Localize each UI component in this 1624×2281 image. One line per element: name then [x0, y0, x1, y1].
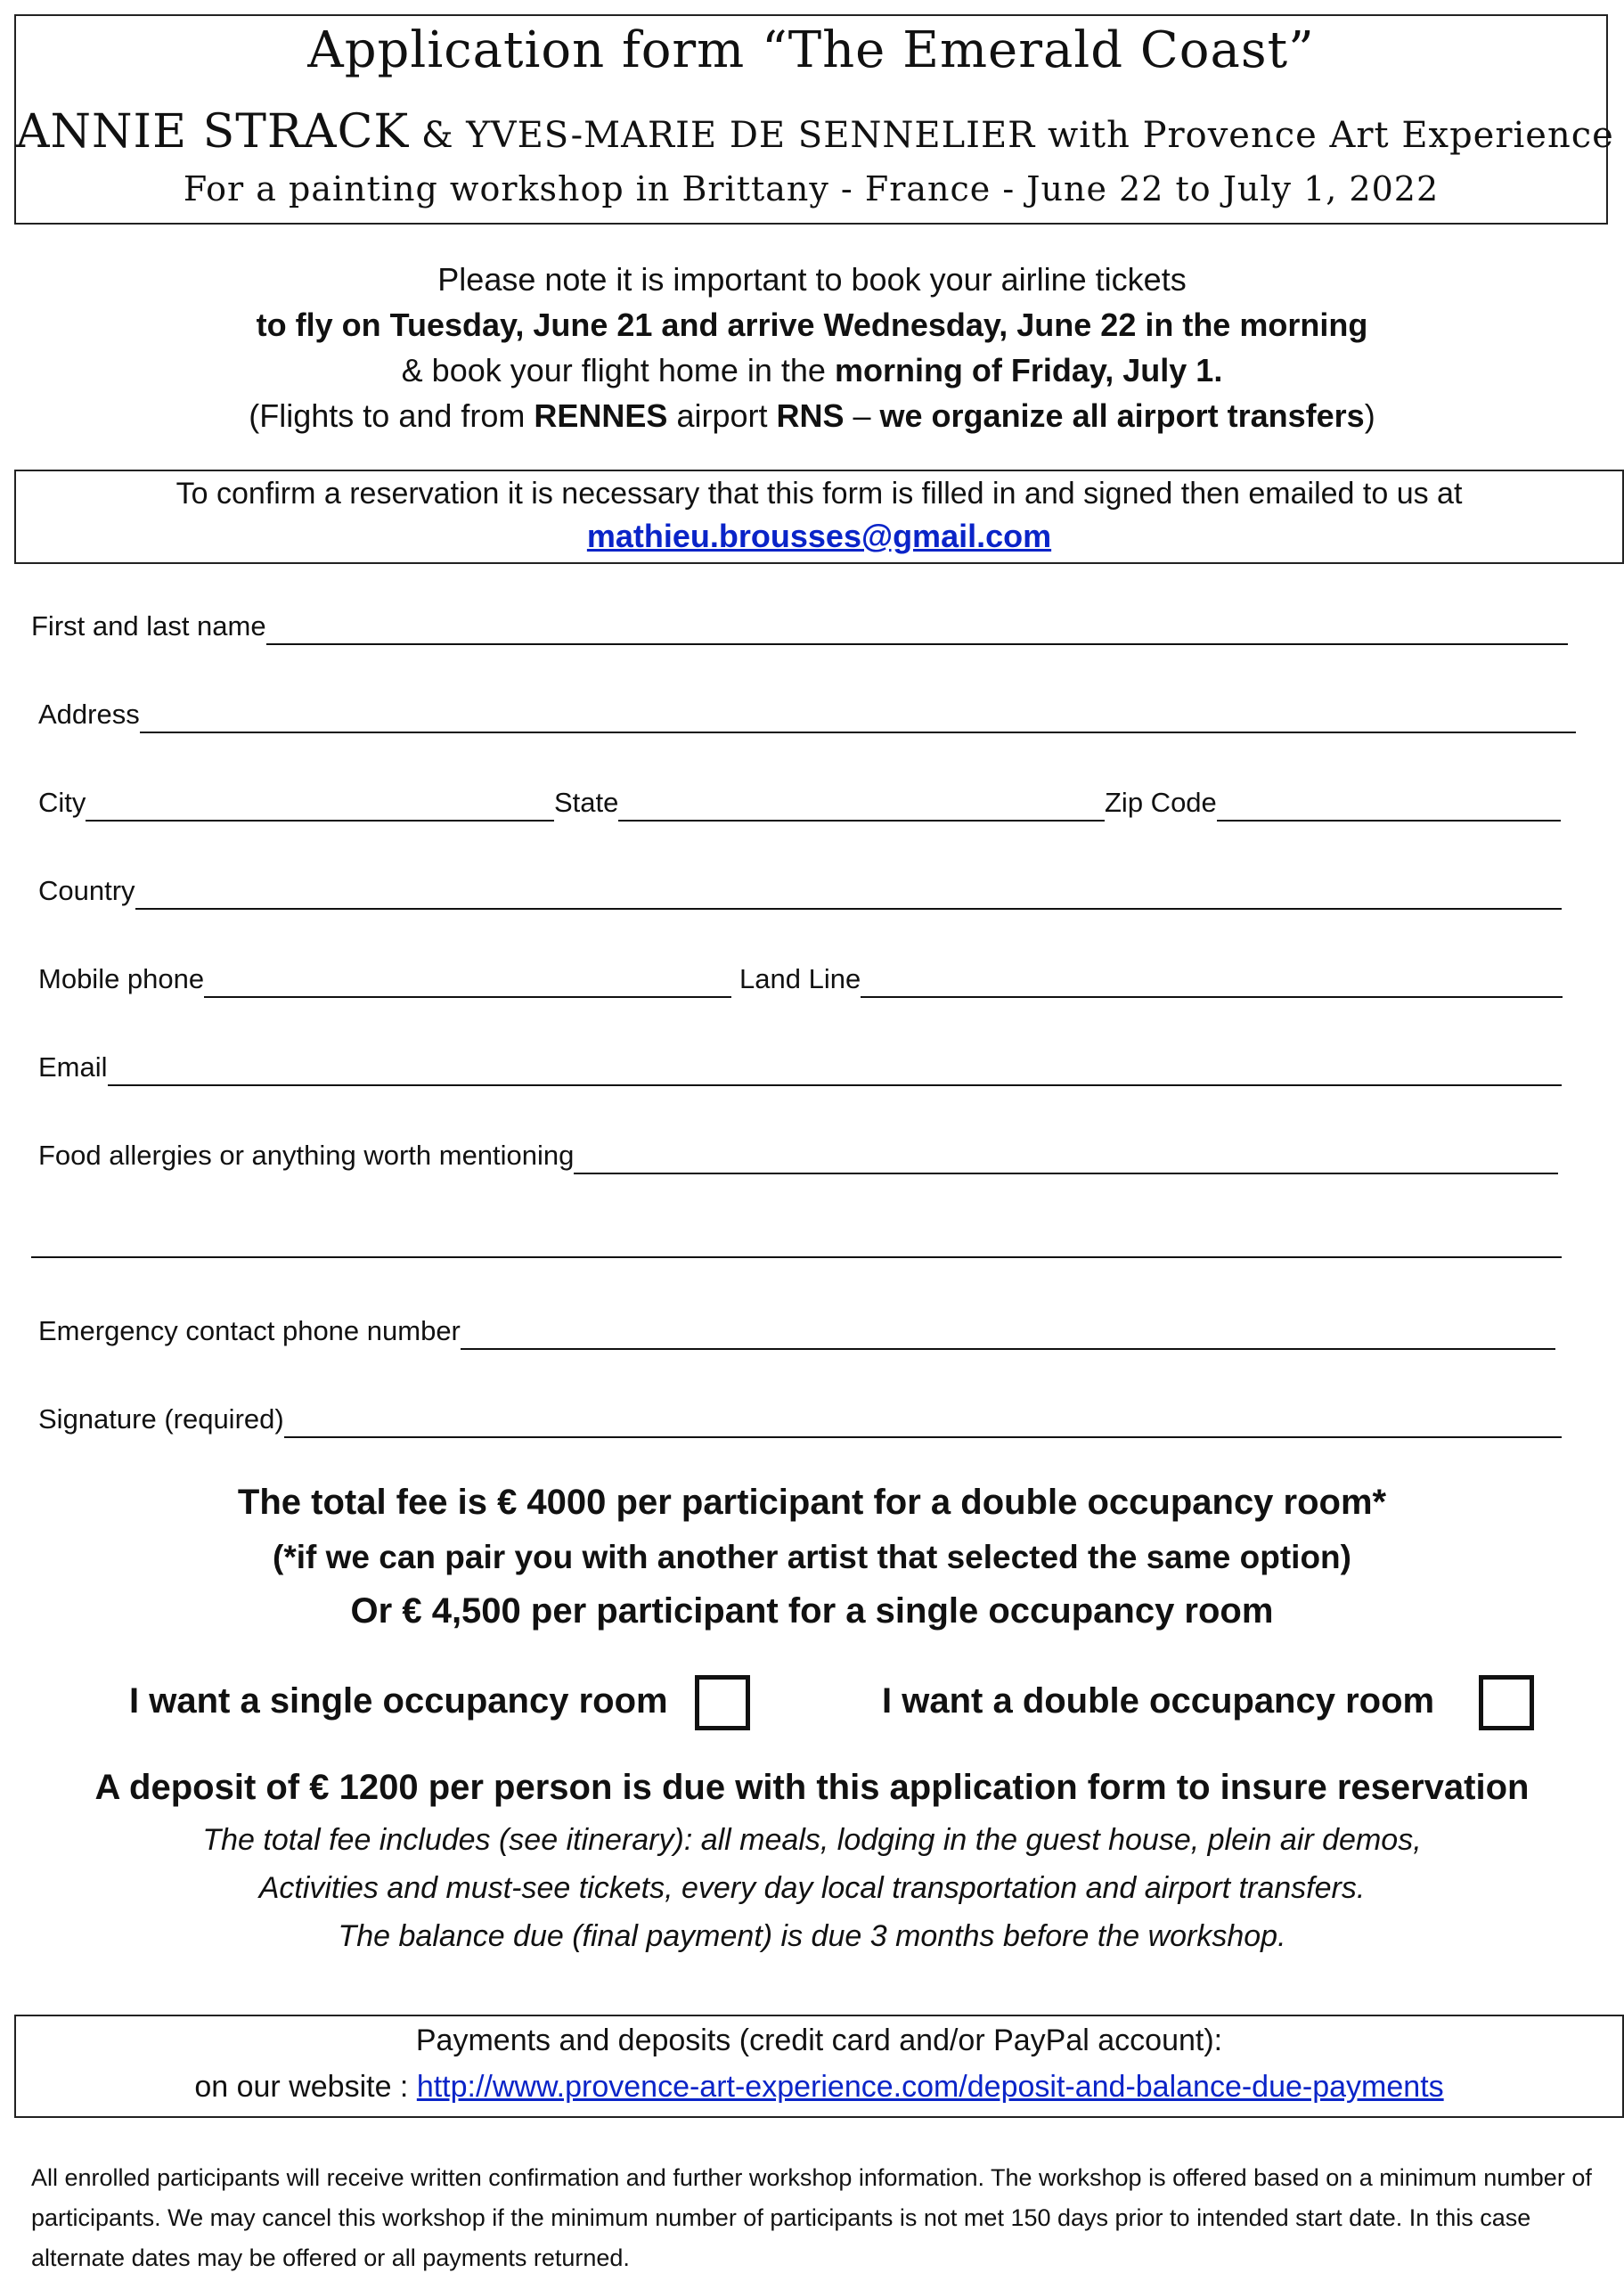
allergies-extra-line[interactable]: [31, 1256, 1562, 1258]
flight-note-line4-dash: –: [844, 397, 880, 434]
airport-code: RNS: [776, 397, 845, 434]
city-line[interactable]: [86, 788, 554, 822]
payments-title: Payments and deposits (credit card and/or PayPal account):: [415, 2023, 1223, 2057]
header-box: [14, 14, 1614, 225]
workshop-subtitle: For a painting workshop in Brittany - France - June 22 to July 1, 2022: [183, 169, 1440, 208]
city-field[interactable]: [38, 782, 554, 822]
email-field[interactable]: [38, 1047, 1562, 1086]
deposit-note: A deposit of € 1200 per person is due with this application form to insure reservation: [94, 1768, 1530, 1807]
double-room-label: I want a double occupancy room: [882, 1681, 1435, 1721]
signature-field[interactable]: [38, 1399, 1562, 1438]
artists-line: [16, 105, 1614, 159]
total-fee: The total fee is € 4000 per participant for a double occupancy room*: [237, 1483, 1387, 1522]
zip-line[interactable]: [1217, 788, 1561, 822]
flight-note-line3-text: & book your flight home in the: [401, 352, 835, 388]
flight-note-line4-mid: airport: [667, 397, 777, 434]
mobile-line[interactable]: [204, 964, 731, 998]
flight-note-line2: to fly on Tuesday, June 21 and arrive Wednesday, June 22 in the morning: [256, 307, 1368, 343]
payments-link[interactable]: http://www.provence-art-experience.com/deposit-and-balance-due-payments: [416, 2070, 1444, 2104]
name-field[interactable]: [31, 606, 1568, 645]
includes-line3: The balance due (final payment) is due 3 months before the workshop.: [338, 1919, 1286, 1953]
emergency-field[interactable]: [38, 1311, 1555, 1350]
flight-note-line4-end: ): [1364, 397, 1375, 434]
artist-name: ANNIE STRACK: [16, 105, 410, 159]
name-line[interactable]: [266, 611, 1568, 645]
country-field[interactable]: [38, 871, 1562, 910]
signature-line[interactable]: [284, 1404, 1562, 1438]
zip-label: Zip Code: [1105, 787, 1217, 818]
landline-field[interactable]: [739, 959, 1563, 998]
state-field[interactable]: [554, 782, 1105, 822]
allergies-label: Food allergies or anything worth mentioning: [38, 1140, 575, 1171]
confirm-text: To confirm a reservation it is necessary that this form is filled in and signed then emailed to us at: [175, 477, 1463, 511]
address-field[interactable]: [38, 694, 1576, 733]
landline-line[interactable]: [861, 964, 1563, 998]
single-room-checkbox[interactable]: [695, 1675, 750, 1730]
email-line[interactable]: [108, 1052, 1562, 1086]
payments-prefix: on our website :: [194, 2070, 417, 2104]
includes-line1: The total fee includes (see itinerary): all meals, lodging in the guest house, plein air demos,: [202, 1823, 1422, 1857]
airport-transfers-note: we organize all airport transfers: [879, 397, 1365, 434]
single-room-label: I want a single occupancy room: [129, 1681, 668, 1721]
confirm-box: [14, 470, 1624, 564]
mobile-field[interactable]: [38, 959, 731, 998]
pair-note: (*if we can pair you with another artist that selected the same option): [273, 1539, 1351, 1575]
emergency-line[interactable]: [461, 1316, 1555, 1350]
address-line[interactable]: [140, 699, 1576, 733]
name-label: First and last name: [31, 610, 266, 642]
state-line[interactable]: [618, 788, 1105, 822]
state-label: State: [554, 787, 619, 818]
zip-field[interactable]: [1105, 782, 1561, 822]
allergies-line[interactable]: [574, 1140, 1558, 1174]
emergency-label: Emergency contact phone number: [38, 1315, 461, 1346]
confirm-email-link[interactable]: mathieu.brousses@gmail.com: [586, 518, 1052, 554]
flight-note-line3: [0, 347, 1624, 393]
email-label: Email: [38, 1051, 108, 1083]
flight-note: [0, 257, 1624, 438]
single-fee: Or € 4,500 per participant for a single occupancy room: [350, 1591, 1274, 1631]
flight-note-line1: Please note it is important to book your airline tickets: [437, 261, 1187, 298]
mobile-label: Mobile phone: [38, 963, 205, 994]
country-line[interactable]: [135, 876, 1562, 910]
payments-line: [16, 2070, 1622, 2105]
payments-box: [14, 2015, 1624, 2118]
flight-note-line4: [0, 393, 1624, 438]
page-title: Application form “The Emerald Coast”: [307, 21, 1315, 79]
landline-label: Land Line: [739, 963, 861, 994]
footer-note: All enrolled participants will receive written confirmation and further workshop information. The workshop is offered based on a minimum number of participants. We may cancel this workshop if the minimum number of participants is not met 150 days prior to intended start date. In this case alternate dates may be offered or all payments returned.: [31, 2164, 1592, 2271]
flight-note-line4-text: (Flights to and from: [249, 397, 535, 434]
artists-connector: & YVES-MARIE DE SENNELIER with Provence Art Experience: [409, 115, 1614, 156]
includes-line2: Activities and must-see tickets, every day local transportation and airport transfers.: [258, 1871, 1366, 1905]
allergies-field[interactable]: [38, 1135, 1558, 1174]
flight-note-line3-bold: morning of Friday, July 1.: [834, 352, 1223, 388]
address-label: Address: [38, 699, 140, 730]
airport-city: RENNES: [534, 397, 668, 434]
double-room-checkbox[interactable]: [1479, 1675, 1534, 1730]
country-label: Country: [38, 875, 135, 906]
signature-label: Signature (required): [38, 1403, 284, 1435]
city-label: City: [38, 787, 86, 818]
